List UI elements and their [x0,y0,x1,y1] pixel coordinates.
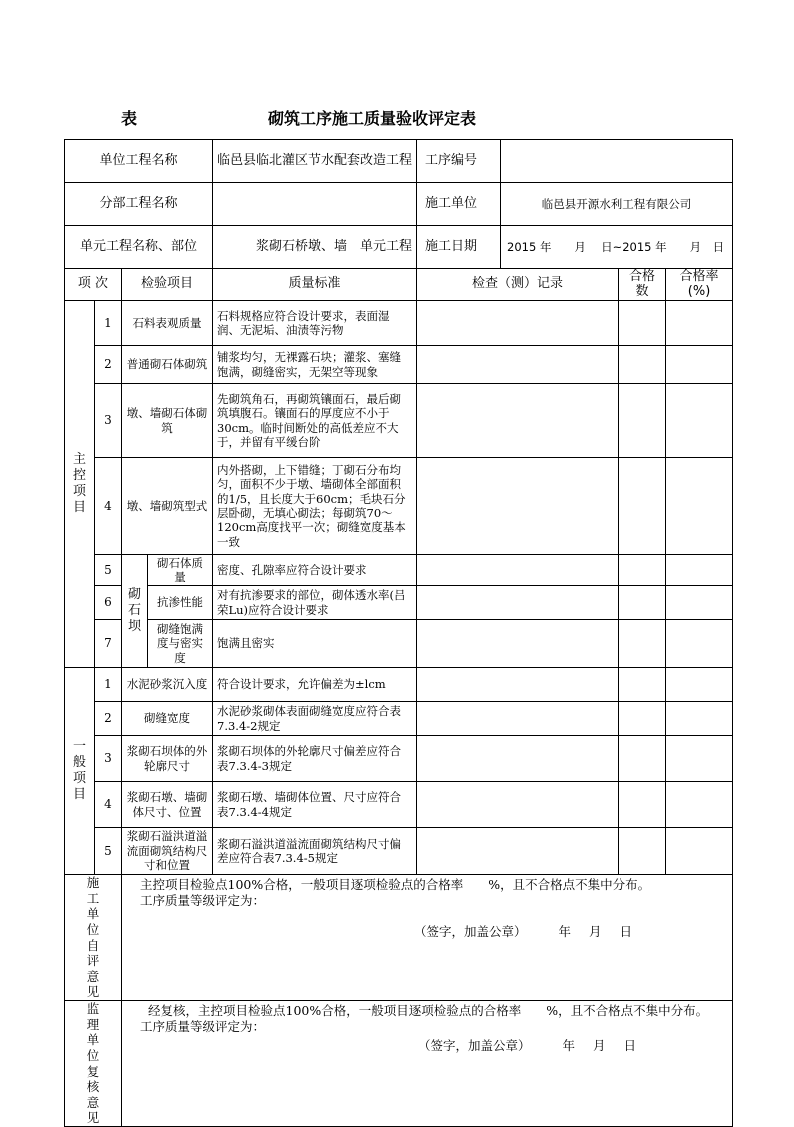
row-standard: 水泥砂浆砌体表面砌缝宽度应符合表7.3.4-2规定 [213,702,417,736]
col-check-item-header: 检验项目 [122,269,213,301]
construction-opinion-row [65,875,733,1001]
row-no: 5 [95,555,122,586]
row-standard: 浆砌石墩、墙砌体位置、尺寸应符合表7.3.4-4规定 [213,782,417,828]
row-item: 砌石体质量 [148,555,213,586]
col-rate-header: 合格率(%) [666,269,733,301]
row-standard: 铺浆均匀，无裸露石块；灌浆、塞缝饱满，砌缝密实，无架空等现象 [213,346,417,384]
row-qualified[interactable] [619,736,666,782]
construction-unit-value[interactable]: 临邑县开源水利工程有限公司 [541,196,692,211]
row-record[interactable] [417,736,619,782]
sub-project-value[interactable] [213,183,417,226]
row-standard: 对有抗渗要求的部位，砌体透水率(吕荣Lu)应符合设计要求 [213,586,417,620]
row-qualified[interactable] [619,586,666,620]
table-row [65,828,733,875]
row-item: 砌缝饱满度与密实度 [148,620,213,668]
row-rate[interactable] [666,586,733,620]
supervision-sign-label: （签字，加盖公章） [417,1038,531,1054]
row-standard: 密度、孔隙率应符合设计要求 [213,555,417,586]
unit-project-value[interactable]: 临邑县临北灌区节水配套改造工程 [213,140,417,183]
row-no: 3 [95,736,122,782]
row-item: 普通砌石体砌筑 [122,346,213,384]
row-item: 浆砌石墩、墙砌体尺寸、位置 [122,782,213,828]
supervision-grade-label: 工序质量等级评定为： [140,1018,266,1034]
row-standard: 先砌筑角石，再砌筑镶面石，最后砌筑填腹石。镶面石的厚度应不小于30cm。临时间断处的高低差应不大于，并留有平缓台阶 [213,384,417,458]
general-section-label: 一 般 项 目 [65,668,95,875]
row-qualified[interactable] [619,620,666,668]
row-qualified[interactable] [619,301,666,346]
row-record[interactable] [417,346,619,384]
row-record[interactable] [417,301,619,346]
row-item: 砌缝宽度 [122,702,213,736]
date-value[interactable]: 2015 年 月 日~2015 年 月 日 [507,239,725,254]
main-section-label: 主 控 项 目 [65,301,95,668]
construction-sign-year[interactable]: 年 [558,924,572,940]
supervision-opinion-row [65,1001,733,1127]
construction-sign-month[interactable]: 月 [589,924,602,940]
table-row [65,555,733,586]
construction-unit-label: 施工单位 [417,183,501,225]
row-qualified[interactable] [619,782,666,828]
construction-sign-label: （签字，加盖公章） [413,924,527,940]
row-no: 3 [95,384,122,458]
construction-grade-label: 工序质量等级评定为： [140,892,266,908]
row-no: 6 [95,586,122,620]
row-rate[interactable] [666,668,733,702]
process-no-label: 工序编号 [417,140,501,182]
construction-opinion-text: 主控项目检验点100%合格，一般项目逐项检验点的合格率 %，且不合格点不集中分布。 [140,877,651,892]
table-row [65,458,733,555]
col-standard-header: 质量标准 [213,269,417,301]
col-qualified-header: 合格数 [619,269,666,301]
element-label: 单元工程名称、部位 [65,226,213,269]
row-rate[interactable] [666,736,733,782]
row-rate[interactable] [666,555,733,586]
supervision-opinion-text: 经复核，主控项目检验点100%合格，一般项目逐项检验点的合格率 %，且不合格点不集中分布。 [148,1003,709,1018]
table-row [65,620,733,668]
unit-project-label: 单位工程名称 [65,140,213,183]
table-row [65,384,733,458]
row-no: 1 [95,301,122,346]
row-rate[interactable] [666,782,733,828]
col-record-header: 检查（测）记录 [417,269,619,301]
table-row [65,301,733,346]
row-record[interactable] [417,828,619,875]
evaluation-table [64,139,733,1127]
row-no: 4 [95,782,122,828]
row-rate[interactable] [666,828,733,875]
row-standard: 浆砌石坝体的外轮廓尺寸偏差应符合表7.3.4-3规定 [213,736,417,782]
row-record[interactable] [417,668,619,702]
row-record[interactable] [417,782,619,828]
table-row [65,702,733,736]
table-row [65,736,733,782]
row-item: 石料表观质量 [122,301,213,346]
element-value[interactable]: 浆砌石桥墩、墙 单元工程 [213,226,417,269]
row-item: 水泥砂浆沉入度 [122,668,213,702]
row-rate[interactable] [666,346,733,384]
row-item: 抗渗性能 [148,586,213,620]
row-item: 浆砌石溢洪道溢流面砌筑结构尺寸和位置 [122,828,213,875]
row-qualified[interactable] [619,702,666,736]
row-rate[interactable] [666,301,733,346]
dam-group-label: 砌 石 坝 [122,555,148,668]
supervision-sign-day[interactable]: 日 [623,1038,637,1054]
row-no: 2 [95,346,122,384]
table-prefix: 表 [121,109,138,128]
row-no: 5 [95,828,122,875]
row-standard: 符合设计要求，允许偏差为±lcm [213,668,417,702]
row-rate[interactable] [666,384,733,458]
table-row [65,346,733,384]
row-no: 2 [95,702,122,736]
table-row [65,668,733,702]
row-qualified[interactable] [619,668,666,702]
supervision-sign-year[interactable]: 年 [562,1038,576,1054]
row-qualified[interactable] [619,828,666,875]
row-record[interactable] [417,586,619,620]
supervision-sign-month[interactable]: 月 [593,1038,606,1054]
page-title: 砌筑工序施工质量验收评定表 [268,109,477,128]
row-rate[interactable] [666,458,733,555]
table-row [65,586,733,620]
row-item: 浆砌石坝体的外轮廓尺寸 [122,736,213,782]
row-record[interactable] [417,620,619,668]
row-no: 4 [95,458,122,555]
row-record[interactable] [417,555,619,586]
row-qualified[interactable] [619,384,666,458]
row-standard: 石料规格应符合设计要求，表面湿润、无泥垢、油渍等污物 [213,301,417,346]
row-rate[interactable] [666,702,733,736]
row-standard: 内外搭砌，上下错缝；丁砌石分布均匀，面积不少于墩、墙砌体全部面积的1/5，且长度大于60cm；毛块石分层卧砌，无填心砌法；每砌筑70～120cm高度找平一次；砌缝宽度基本一致 [213,458,417,555]
row-qualified[interactable] [619,555,666,586]
row-qualified[interactable] [619,346,666,384]
row-no: 1 [95,668,122,702]
row-rate[interactable] [666,620,733,668]
row-no: 7 [95,620,122,668]
construction-opinion-label: 施 工 单 位 自 评 意 见 [65,875,122,1001]
row-record[interactable] [417,458,619,555]
row-item: 墩、墙砌石体砌筑 [122,384,213,458]
date-label: 施工日期 [417,226,501,268]
row-qualified[interactable] [619,458,666,555]
row-item: 墩、墙砌筑型式 [122,458,213,555]
row-record[interactable] [417,702,619,736]
row-standard: 浆砌石溢洪道溢流面砌筑结构尺寸偏差应符合表7.3.4-5规定 [213,828,417,875]
sub-project-label: 分部工程名称 [65,183,213,226]
supervision-opinion-label: 监 理 单 位 复 核 意 见 [65,1001,122,1127]
construction-sign-day[interactable]: 日 [619,924,633,940]
row-standard: 饱满且密实 [213,620,417,668]
table-row [65,782,733,828]
col-item-header: 项 次 [65,269,122,301]
row-record[interactable] [417,384,619,458]
